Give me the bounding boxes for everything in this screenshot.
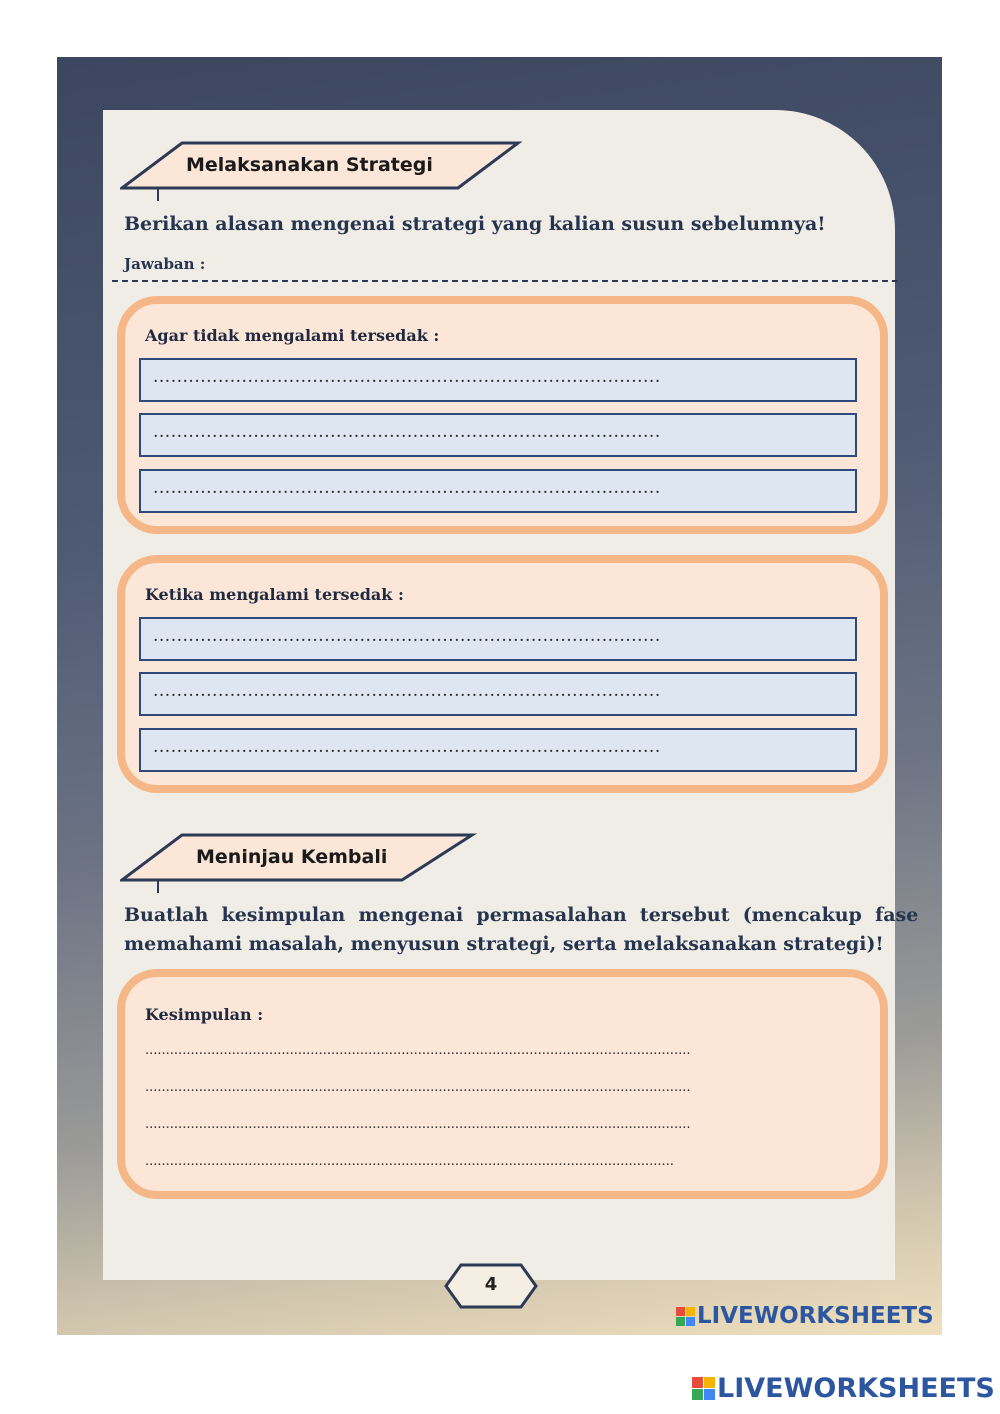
answer-input[interactable]: ...................................................................................... [139,728,857,772]
dashed-divider [112,280,898,282]
panel-conclusion [117,969,888,1199]
conclusion-line[interactable]: .................................................................................................................................... [145,1080,691,1095]
logo-text: LIVEWORKSHEETS [717,1373,995,1404]
logo-icon [692,1377,715,1400]
section-title-banner [120,140,530,190]
logo-icon [676,1307,695,1326]
answer-input[interactable]: ...................................................................................... [139,413,857,457]
logo-text: LIVEWORKSHEETS [697,1303,934,1329]
answer-label: Jawaban : [124,255,206,273]
page-number-badge [443,1262,539,1310]
answer-input[interactable]: ...................................................................................... [139,617,857,661]
section-title-banner [120,832,530,882]
answer-input[interactable]: ...................................................................................... [139,358,857,402]
section2-question-line1: Buatlah kesimpulan mengenai permasalahan tersebut (mencakup fase [124,904,919,926]
liveworksheets-logo-footer[interactable] [692,1373,995,1404]
conclusion-line[interactable]: .................................................................................................................................... [145,1043,691,1058]
conclusion-line[interactable]: .................................................................................................................................... [145,1117,691,1132]
section-title-text: Melaksanakan Strategi [186,154,433,176]
panel-title: Ketika mengalami tersedak : [145,585,404,604]
liveworksheets-logo-inner [676,1303,934,1329]
conclusion-line[interactable]: ................................................................................................................................ [145,1154,674,1169]
answer-input[interactable]: ...................................................................................... [139,469,857,513]
panel-title: Agar tidak mengalami tersedak : [145,326,440,345]
panel-title: Kesimpulan : [145,1005,264,1024]
answer-input[interactable]: ...................................................................................... [139,672,857,716]
panel-prevention [117,296,888,534]
page-number: 4 [484,1274,498,1295]
section-title-text: Meninjau Kembali [196,846,388,868]
section1-question: Berikan alasan mengenai strategi yang kalian susun sebelumnya! [124,213,826,235]
panel-handling [117,555,888,793]
section2-question-line2: memahami masalah, menyusun strategi, serta melaksanakan strategi)! [124,933,884,955]
